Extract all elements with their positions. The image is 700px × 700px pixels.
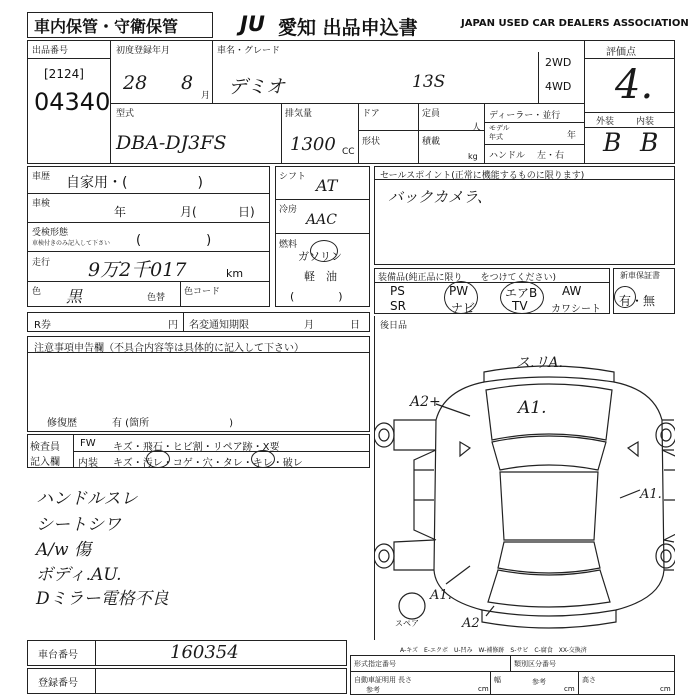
spare-label: スペア xyxy=(395,619,419,628)
remark-2: シートシワ xyxy=(36,515,121,535)
shift-value: AT xyxy=(316,176,338,195)
equip-ps: PS xyxy=(390,284,405,298)
model-name: デミオ xyxy=(228,76,286,98)
dealer-label: ディーラー・並行 xyxy=(489,111,561,121)
load-label: 積載 xyxy=(422,137,441,147)
length-unit: cm xyxy=(478,685,489,693)
height-label: 高さ xyxy=(582,676,596,684)
width-unit: cm xyxy=(564,685,575,693)
reg-month: 8 xyxy=(181,72,194,94)
inspection-year: 年 xyxy=(114,205,127,219)
chassis-value: 160354 xyxy=(170,642,239,663)
mileage-unit: km xyxy=(226,267,244,280)
shape-label: 形状 xyxy=(362,137,381,147)
transfer-month: 月 xyxy=(304,320,314,331)
int-grade: B xyxy=(640,128,659,157)
form-title: 愛知 出品申込書 xyxy=(278,17,418,39)
lot-number: 04340 xyxy=(34,88,111,116)
damage-left-front: A2+ xyxy=(410,394,441,410)
equip-airbag-circle xyxy=(500,281,544,314)
lot-code: [2124] xyxy=(44,67,84,81)
int-label: 内装 xyxy=(636,117,655,127)
fuel-gasoline: ガソリン xyxy=(298,250,342,263)
equip-seat: カワシート xyxy=(551,304,601,315)
interior-drip-circle xyxy=(251,450,275,468)
recv-value: ( ) xyxy=(136,233,212,248)
drive-2wd: 2WD xyxy=(545,56,572,69)
recycle-label: R券 xyxy=(34,320,51,331)
ref-label-1: 参考 xyxy=(366,686,380,694)
type-value: DBA-DJ3FS xyxy=(116,132,227,154)
remark-4: ボディ.AU. xyxy=(36,565,122,585)
width-label: 幅 xyxy=(494,676,501,684)
damage-right-side: A1. xyxy=(640,487,662,502)
type-designation-label: 形式指定番号 xyxy=(354,660,396,668)
warranty-yes-circle xyxy=(614,286,636,308)
ac-value: AAC xyxy=(306,212,337,228)
remark-5: Dミラー電格不良 xyxy=(36,589,169,609)
color-change-label: 色替 xyxy=(147,293,166,303)
reg-year: 28 xyxy=(123,72,148,94)
damage-hood: A1. xyxy=(518,398,547,418)
load-unit: kg xyxy=(468,152,478,161)
chassis-label: 車台番号 xyxy=(38,650,78,661)
disp-unit: CC xyxy=(342,147,355,157)
rear-items-label: 後日品 xyxy=(380,321,408,331)
year-unit: 年 xyxy=(567,131,577,141)
association-name: JAPAN USED CAR DEALERS ASSOCIATION xyxy=(461,18,689,29)
mileage-label: 走行 xyxy=(32,258,51,268)
shift-label: シフト xyxy=(279,172,307,182)
ju-logo: JU xyxy=(240,12,265,36)
repair-label: 修復歴 xyxy=(47,418,77,429)
reg-month-unit: 月 xyxy=(201,91,211,101)
equip-pw-circle xyxy=(444,281,478,314)
equip-sr: SR xyxy=(390,299,406,313)
ext-label: 外装 xyxy=(596,117,615,127)
warranty-value: 有・無 xyxy=(619,294,656,308)
model-year-label: モデル 年式 xyxy=(489,124,510,141)
equip-pw: PW xyxy=(449,284,469,298)
transfer-label: 名変通知期限 xyxy=(189,320,249,331)
history-label: 車歴 xyxy=(32,172,51,182)
disp-label: 排気量 xyxy=(285,109,313,119)
disp-value: 1300 xyxy=(290,134,336,155)
fw-label: FW xyxy=(80,438,96,449)
inspection-day: 日) xyxy=(238,205,255,219)
repair-value: 有 (箇所 ) xyxy=(112,418,233,429)
fuel-other: ( ) xyxy=(290,290,343,303)
interior-label: 内装 xyxy=(78,458,98,469)
fuel-diesel: 軽 油 xyxy=(304,270,337,283)
remark-3: A/w 傷 xyxy=(36,540,91,560)
capacity-unit: 人 xyxy=(472,123,482,133)
model-grade: 13S xyxy=(412,72,446,92)
equip-tv: TV xyxy=(512,299,528,313)
model-name-label: 車名・グレード xyxy=(217,46,281,56)
damage-top: ス.リA. xyxy=(516,355,564,371)
color-label: 色 xyxy=(32,287,42,297)
sales-point-label: セールスポイント(正常に機能するものに限ります) xyxy=(380,171,585,181)
mileage-value: 9万2千017 xyxy=(88,259,187,281)
recycle-unit: 円 xyxy=(168,320,178,331)
car-diagram xyxy=(374,330,675,640)
class-number-label: 類別区分番号 xyxy=(514,660,556,668)
rating-score: 4. xyxy=(615,62,654,108)
plate-label: 登録番号 xyxy=(38,678,78,689)
interior-dirt-circle xyxy=(146,450,170,468)
inspector-label-1: 検査員 xyxy=(30,442,60,453)
equip-navi: ナビ xyxy=(451,301,476,315)
door-label: ドア xyxy=(362,109,380,119)
transfer-day: 日 xyxy=(350,320,360,331)
drive-4wd: 4WD xyxy=(545,80,572,93)
history-value: 自家用・( ) xyxy=(66,175,203,191)
capacity-label: 定員 xyxy=(422,109,441,119)
sales-point-value: バックカメラ、 xyxy=(388,188,492,206)
color-code-label: 色コード xyxy=(184,287,221,297)
height-unit: cm xyxy=(660,685,671,693)
length-label: 長さ xyxy=(398,676,412,684)
handle-label: ハンドル xyxy=(489,151,526,161)
recv-note: 車検付きのみ記入して下さい xyxy=(32,240,111,247)
equip-aw: AW xyxy=(562,284,582,298)
interior-items: キズ・汚レ・コゲ・穴・タレ・キレ・破レ xyxy=(113,458,303,469)
lot-label: 出品番号 xyxy=(32,46,69,56)
notice-label: 注意事項申告欄（不具合内容等は具体的に記入して下さい） xyxy=(34,343,304,354)
fw-items: キズ・飛石・ヒビ割・リペア跡・X要 xyxy=(113,442,280,453)
type-label: 型式 xyxy=(116,109,135,119)
color-value: 黒 xyxy=(66,287,83,306)
inspection-month: 月( xyxy=(180,205,197,219)
handle-value: 左・右 xyxy=(537,151,565,161)
remark-1: ハンドルスレ xyxy=(36,489,138,509)
rating-label: 評価点 xyxy=(606,47,636,58)
inspection-label: 車検 xyxy=(32,199,51,209)
equip-airbag: エアB xyxy=(505,286,538,300)
ext-grade: B xyxy=(603,128,622,157)
inspector-label-2: 記入欄 xyxy=(30,457,60,468)
damage-left-rear: A1. xyxy=(430,588,452,603)
cert-label: 自動車証明用 xyxy=(354,676,396,684)
fuel-label: 燃料 xyxy=(279,240,298,250)
ac-label: 冷房 xyxy=(279,205,298,215)
recv-label: 受検形態 xyxy=(32,228,69,238)
warranty-label: 新車保証書 xyxy=(620,271,660,280)
storage-label: 車内保管・守衛保管 xyxy=(34,17,179,36)
ref-label-2: 参考 xyxy=(532,678,546,686)
equipment-label: 装備品(純正品に限り をつけてください) xyxy=(378,273,557,283)
damage-legend: A-キズ E-エクボ U-凹み W-補修跡 S-サビ C-腐食 XX-交換済 xyxy=(400,647,587,654)
reg-label: 初度登録年月 xyxy=(116,46,171,56)
damage-rear: A2 xyxy=(462,616,480,631)
